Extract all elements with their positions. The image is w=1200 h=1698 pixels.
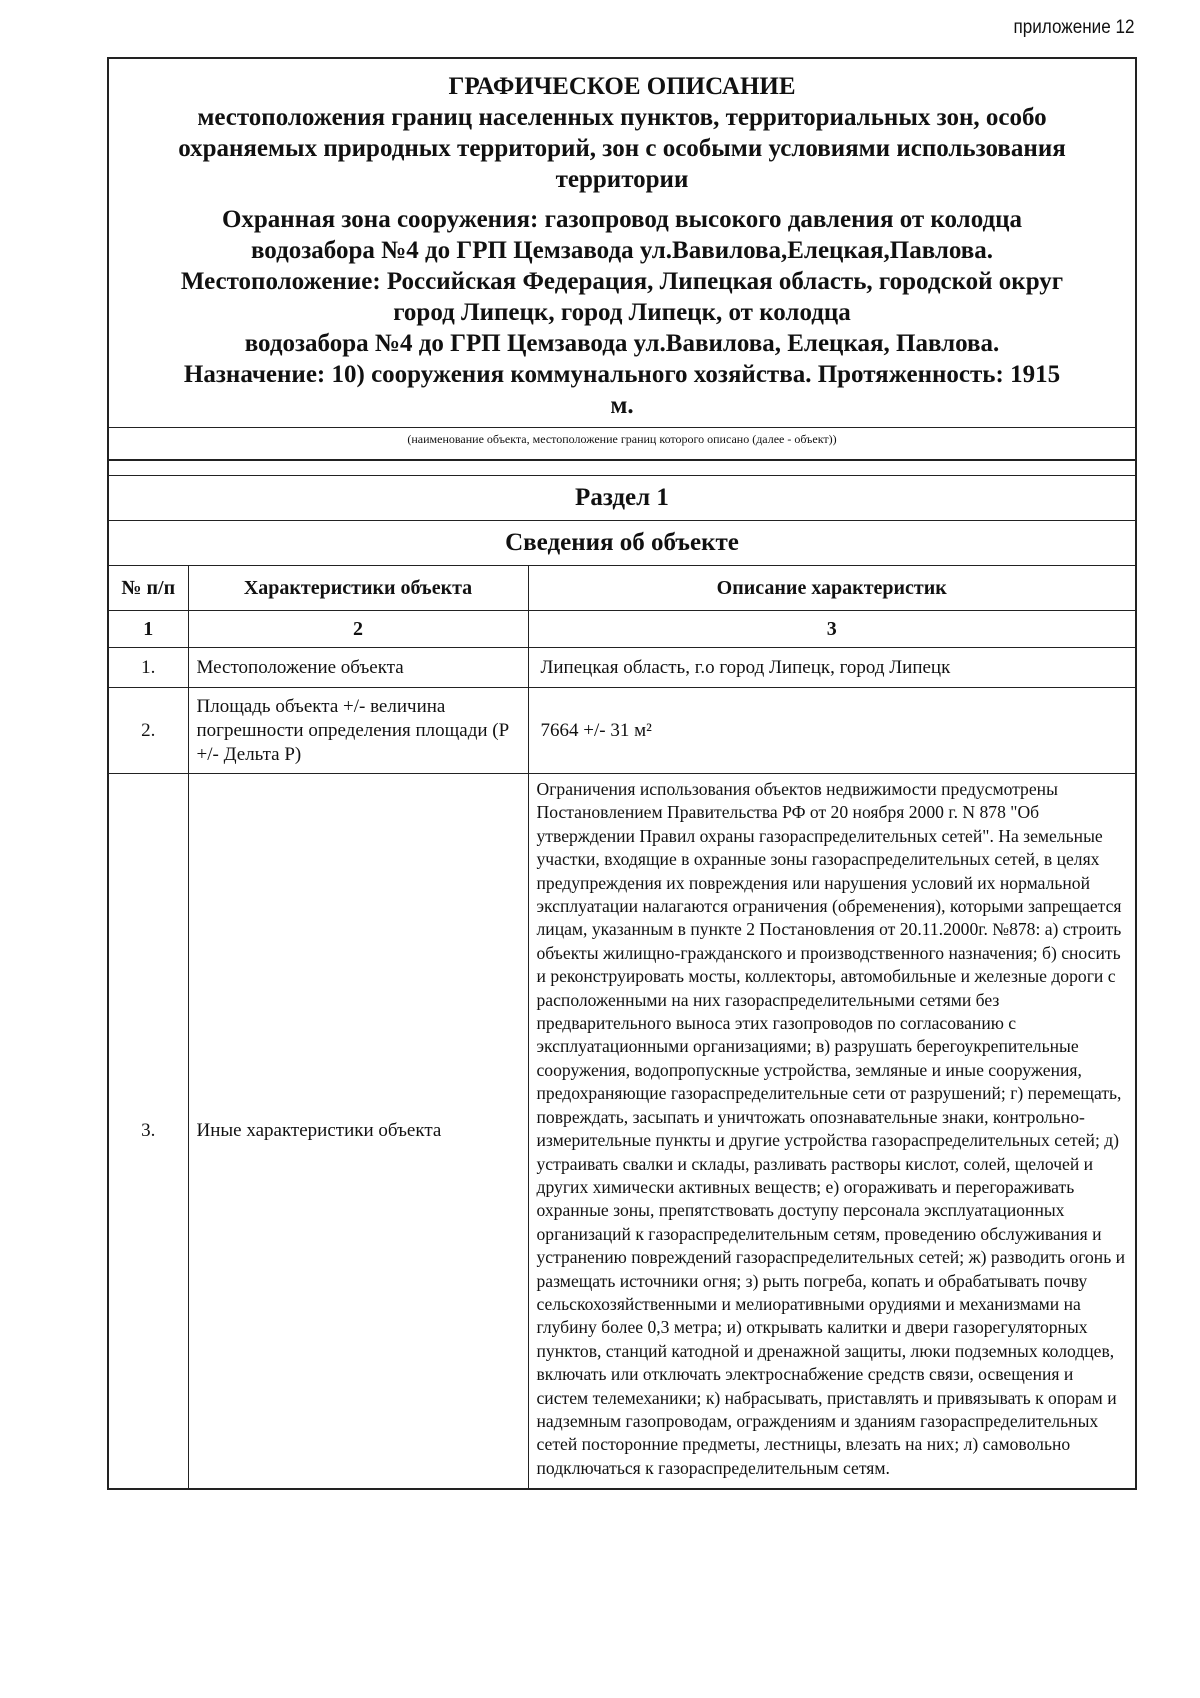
column-header-number: № п/п xyxy=(109,566,188,611)
column-number-row xyxy=(109,611,1135,648)
table-header-row xyxy=(109,566,1135,611)
object-line: м. xyxy=(610,392,634,419)
appendix-label: приложение 12 xyxy=(1012,17,1134,38)
row-characteristic: Местоположение объекта xyxy=(188,648,528,688)
column-header-characteristic: Характеристики объекта xyxy=(188,566,528,611)
object-caption: (наименование объекта, местоположение границ которого описано (далее - объект)) xyxy=(109,428,1135,461)
column-header-description: Описание характеристик xyxy=(528,566,1135,611)
object-line: Назначение: 10) сооружения коммунального хозяйства. Протяженность: 1915 xyxy=(183,361,1061,388)
table-row xyxy=(109,648,1135,688)
row-characteristic: Иные характеристики объекта xyxy=(188,774,528,1489)
column-number: 2 xyxy=(188,611,528,648)
table-row xyxy=(109,774,1135,1489)
object-line: Местоположение: Российская Федерация, Липецкая область, городской округ xyxy=(180,268,1064,295)
object-line: водозабора №4 до ГРП Цемзавода ул.Вавилова,Елецкая,Павлова. xyxy=(250,237,994,264)
column-number: 1 xyxy=(109,611,188,648)
object-line: Охранная зона сооружения: газопровод высокого давления от колодца xyxy=(221,206,1023,233)
object-info-table xyxy=(109,566,1135,1488)
column-number: 3 xyxy=(528,611,1135,648)
section-subtitle: Сведения об объекте xyxy=(109,521,1135,566)
table-row xyxy=(109,688,1135,774)
row-number: 3. xyxy=(109,774,188,1489)
document-header xyxy=(109,59,1135,428)
row-description: 7664 +/- 31 м² xyxy=(528,688,1135,774)
row-description: Липецкая область, г.о город Липецк, город Липецк xyxy=(528,648,1135,688)
spacer-row xyxy=(109,461,1135,476)
row-number: 2. xyxy=(109,688,188,774)
object-description xyxy=(129,204,1115,421)
object-line: водозабора №4 до ГРП Цемзавода ул.Вавилова, Елецкая, Павлова. xyxy=(244,330,1000,357)
document-subtitle: местоположения границ населенных пунктов, территориальных зон, особо охраняемых природных территорий, зон с особыми условиями использования территории xyxy=(178,104,1066,193)
row-characteristic: Площадь объекта +/- величина погрешности определения площади (Р +/- Дельта Р) xyxy=(188,688,528,774)
section-title: Раздел 1 xyxy=(109,476,1135,521)
document-sheet xyxy=(107,57,1137,1490)
object-line: город Липецк, город Липецк, от колодца xyxy=(393,299,851,326)
row-description: Ограничения использования объектов недвижимости предусмотрены Постановлением Правительства РФ от 20 ноября 2000 г. N 878 "Об утверждении Правил охраны газораспределительных сетей". На земельные участки, входящие в охранные зоны газораспределительных сетей, в целях предупреждения их повреждения или нарушения условий их нормальной эксплуатации налагаются ограничения (обременения), которыми запрещается лицам, указанным в пункте 2 Постановления от 20.11.2000г. №878: а) строить объекты жилищно-гражданского и производственного назначения; б) сносить и реконструировать мосты, коллекторы, автомобильные и железные дороги с расположенными на них газораспределительными сетями без предварительного выноса этих газопроводов по согласованию с эксплуатационными организациями; в) разрушать берегоукрепительные сооружения, водопропускные устройства, земляные и иные сооружения, предохраняющие газораспределительные сети от разрушений; г) перемещать, повреждать, засыпать и уничтожать опознавательные знаки, контрольно-измерительные пункты и другие устройства газораспределительных сетей; д) устраивать свалки и склады, разливать растворы кислот, солей, щелочей и других химически активных веществ; е) огораживать и перегораживать охранные зоны, препятствовать доступу персонала эксплуатационных организаций к газораспределительным сетям, проведению обслуживания и устранению повреждений газораспределительных сетей; ж) разводить огонь и размещать источники огня; з) рыть погреба, копать и обрабатывать почву сельскохозяйственными и мелиоративными орудиями и механизмами на глубину более 0,3 метра; и) открывать калитки и двери газорегуляторных пунктов, станций катодной и дренажной защиты, люки подземных колодцев, включать или отключать электроснабжение средств связи, освещения и систем телемеханики; к) набрасывать, приставлять и привязывать к опорам и надземным газопроводам, ограждениям и зданиям газораспределительных сетей посторонние предметы, лестницы, влезать на них; л) самовольно подключаться к газораспределительным сетям. xyxy=(528,774,1135,1489)
row-number: 1. xyxy=(109,648,188,688)
document-title: ГРАФИЧЕСКОЕ ОПИСАНИЕ xyxy=(448,73,796,100)
